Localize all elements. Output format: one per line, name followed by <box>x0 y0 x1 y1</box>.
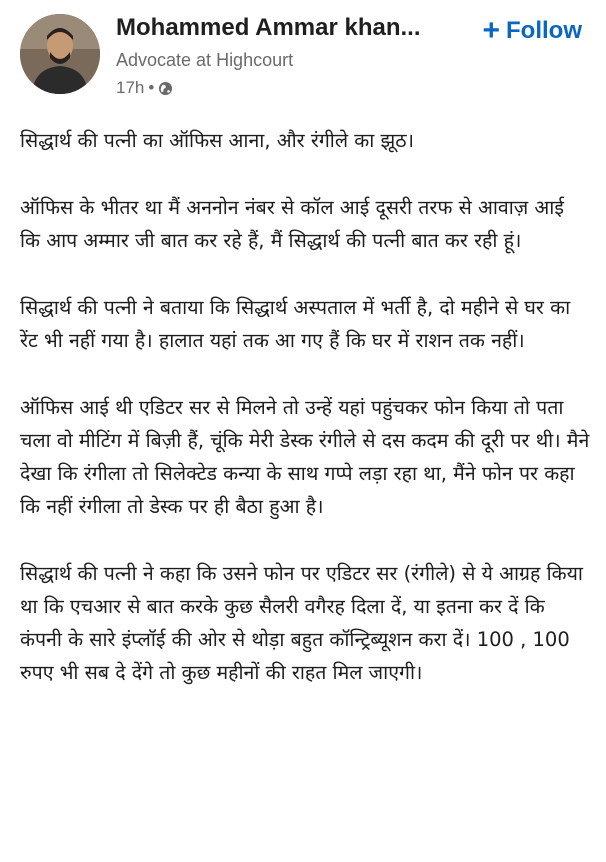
post-body <box>20 124 590 723</box>
globe-icon <box>158 81 173 96</box>
post-header <box>0 0 606 110</box>
post-meta <box>116 78 173 98</box>
post-time: 17h <box>116 78 145 97</box>
post-paragraph: सिद्धार्थ की पत्नी ने बताया कि सिद्धार्थ अस्पताल में भर्ती है, दो महीने से घर का रेंट भी नहीं गया है। हालात यहां तक आ गए हैं कि घर में राशन तक नहीं। <box>20 296 571 352</box>
avatar-image <box>20 14 100 94</box>
meta-separator: • <box>148 78 155 97</box>
follow-button[interactable] <box>482 16 582 46</box>
post-paragraph: सिद्धार्थ की पत्नी ने कहा कि उसने फोन पर एडिटर सर (रंगीले) से ये आग्रह किया था कि एचआर से बात करके कुछ सैलरी वगैरह दिला दें, या इतना कर दें कि कंपनी के सारे इंप्लॉई की ओर से थोड़ा बहुत कॉन्ट्रिब्यूशन करा दें। 100 , 100 रुपए भी सब दे देंगे तो कुछ महीनों की राहत मिल जाएगी। <box>20 562 583 684</box>
author-headline: Advocate at Highcourt <box>116 50 294 70</box>
author-name[interactable]: Mohammed Ammar khan... <box>116 14 421 41</box>
post-paragraph: सिद्धार्थ की पत्नी का ऑफिस आना, और रंगीले का झूठ। <box>20 129 414 152</box>
plus-icon: + <box>482 14 501 47</box>
avatar[interactable] <box>20 14 100 94</box>
post-paragraph: ऑफिस के भीतर था मैं अननोन नंबर से कॉल आई दूसरी तरफ से आवाज़ आई कि आप अम्मार जी बात कर रहे हैं, मैं सिद्धार्थ की पत्नी बात कर रही हूं। <box>20 196 564 252</box>
post-paragraph: ऑफिस आई थी एडिटर सर से मिलने तो उन्हें यहां पहुंचकर फोन किया तो पता चला वो मीटिंग में बिज़ी हैं, चूंकि मेरी डेस्क रंगीले से दस कदम की दूरी पर थी। मैने देखा कि रंगीला तो सिलेक्टेड कन्या के साथ गप्पे लड़ा रहा था, मैंने फोन पर कहा कि नहीं रंगीला तो डेस्क पर ही बैठा हुआ है। <box>20 396 590 518</box>
follow-label: Follow <box>506 17 582 44</box>
